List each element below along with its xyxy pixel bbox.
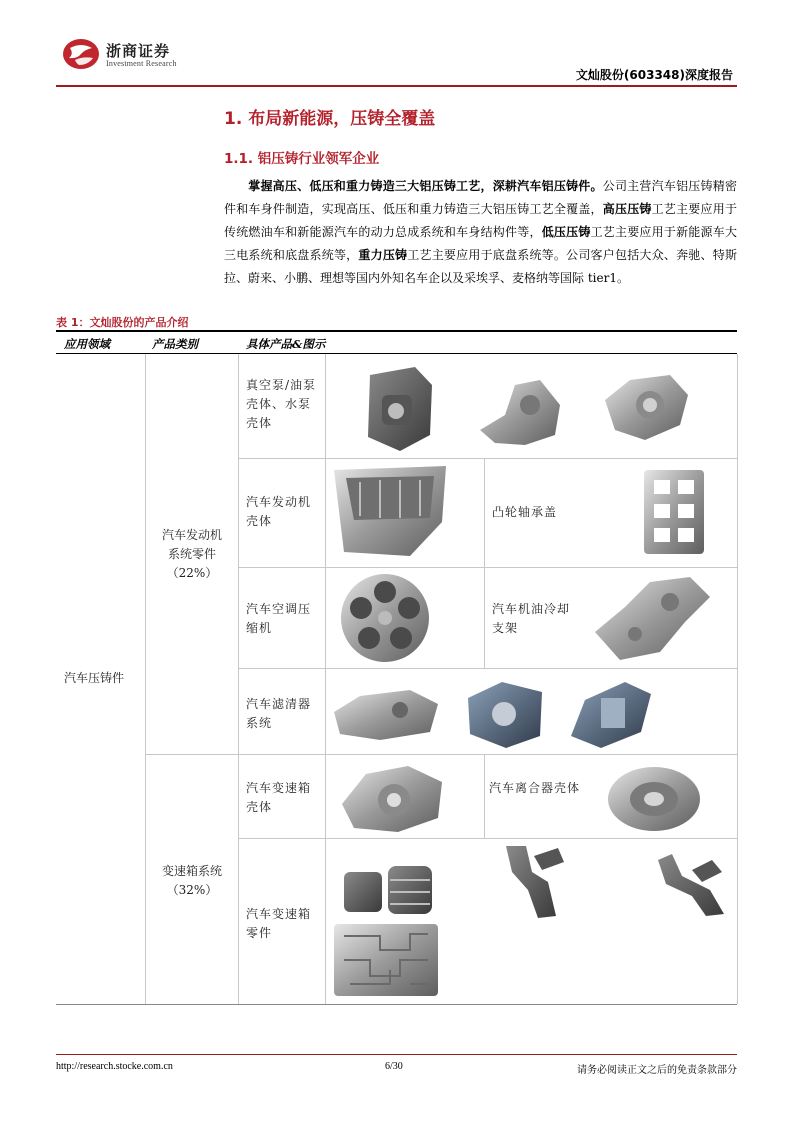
grid-hline [238, 838, 737, 839]
product-clutch-housing: 汽车离合器壳体 [489, 781, 581, 795]
product-oil-cooler-bracket: 汽车机油冷却支架 [492, 602, 571, 635]
ac-compressor-image [335, 572, 435, 664]
product-gearbox-parts: 汽车变速箱零件 [246, 907, 312, 940]
gearbox-housing-image [338, 764, 446, 834]
footer-disclaimer: 请务必阅读正文之后的免责条款部分 [577, 1065, 737, 1076]
pump-housing-image-3 [600, 370, 690, 442]
footer-rule [56, 1054, 737, 1055]
gearbox-part-valve-body-image [330, 920, 442, 1000]
para-bold-3: 重力压铸 [358, 248, 408, 262]
camshaft-cap-image [640, 466, 708, 558]
gearbox-part-gear-image [340, 862, 436, 918]
intro-paragraph [224, 175, 737, 290]
filter-system-image-3 [565, 676, 657, 752]
para-text-2: 工艺主要应用于传统燃油车和新能源汽车的动力总成系统和车身结构件等， [224, 202, 737, 239]
table-header-rule [56, 353, 737, 354]
filter-system-image-2 [462, 678, 548, 750]
report-title: 文灿股份(603348)深度报告 [575, 68, 733, 82]
grid-hline [238, 567, 737, 568]
pump-housing-image-2 [475, 375, 565, 447]
category-gearbox-name: 变速箱系统 [161, 864, 222, 878]
product-filter-system: 汽车滤清器系统 [246, 697, 312, 730]
para-text-4: 工艺主要应用于底盘系统等。公司客户包括大众、奔驰、特斯拉、蔚来、小鹏、理想等国内外知名车企以及采埃孚、麦格纳等国际 tier1。 [224, 248, 737, 285]
category-engine-share: （22%） [166, 566, 218, 580]
grid-vline [325, 354, 326, 1004]
grid-vline [484, 458, 485, 668]
grid-hline [238, 668, 737, 669]
grid-vline [484, 754, 485, 838]
para-text-1: 公司主营汽车铝压铸精密件和车身件制造，实现高压、低压和重力铸造三大铝压铸工艺全覆盖， [224, 179, 737, 216]
product-engine-housing: 汽车发动机壳体 [246, 495, 312, 528]
company-logo-icon [62, 38, 100, 70]
engine-housing-image [330, 462, 450, 560]
category-gearbox-share: （32%） [166, 883, 218, 897]
table-top-rule [56, 330, 737, 332]
product-ac-compressor: 汽车空调压缩机 [246, 602, 312, 635]
product-camshaft-cap: 凸轮轴承盖 [492, 505, 558, 519]
header-category: 产品类别 [152, 337, 198, 351]
table-title: 表 1：文灿股份的产品介绍 [56, 316, 189, 329]
category-engine [150, 526, 234, 583]
grid-vline [737, 354, 738, 1004]
para-bold-2: 低压压铸 [541, 225, 591, 239]
para-text-3: 工艺主要应用于新能源车大三电系统和底盘系统等， [224, 225, 737, 262]
header-rule [56, 85, 737, 87]
grid-hline [238, 458, 737, 459]
pump-housing-image-1 [360, 365, 440, 453]
oil-cooler-bracket-image [590, 572, 715, 664]
table-bottom-rule [56, 1004, 737, 1005]
category-gearbox [150, 862, 234, 900]
para-bold-1: 高压压铸 [602, 202, 652, 216]
section-heading: 1. 布局新能源，压铸全覆盖 [224, 109, 436, 129]
footer-url-link[interactable]: http://research.stocke.com.cn [56, 1061, 173, 1072]
logo-cn-text: 浙商证券 [106, 42, 171, 60]
product-gearbox-housing: 汽车变速箱壳体 [246, 781, 312, 814]
subsection-heading: 1.1. 铝压铸行业领军企业 [224, 151, 380, 167]
filter-system-image-1 [330, 682, 442, 744]
grid-hline [145, 754, 737, 755]
header-products: 具体产品&图示 [246, 337, 326, 351]
product-pump-housing: 真空泵/油泵壳体、水泵壳体 [246, 378, 317, 430]
page-number: 6/30 [385, 1061, 403, 1072]
category-engine-name: 汽车发动机系统零件 [162, 528, 223, 561]
grid-vline [145, 354, 146, 1004]
gearbox-part-fork-image-1 [498, 842, 582, 920]
header-domain: 应用领域 [64, 337, 110, 351]
logo-en-text: Investment Research [106, 59, 177, 68]
domain-cell: 汽车压铸件 [64, 671, 125, 685]
gearbox-part-fork-image-2 [652, 850, 732, 920]
grid-vline [238, 354, 239, 1004]
para-lead: 掌握高压、低压和重力铸造三大铝压铸工艺，深耕汽车铝压铸件。 [248, 179, 603, 193]
clutch-housing-image [604, 764, 704, 834]
